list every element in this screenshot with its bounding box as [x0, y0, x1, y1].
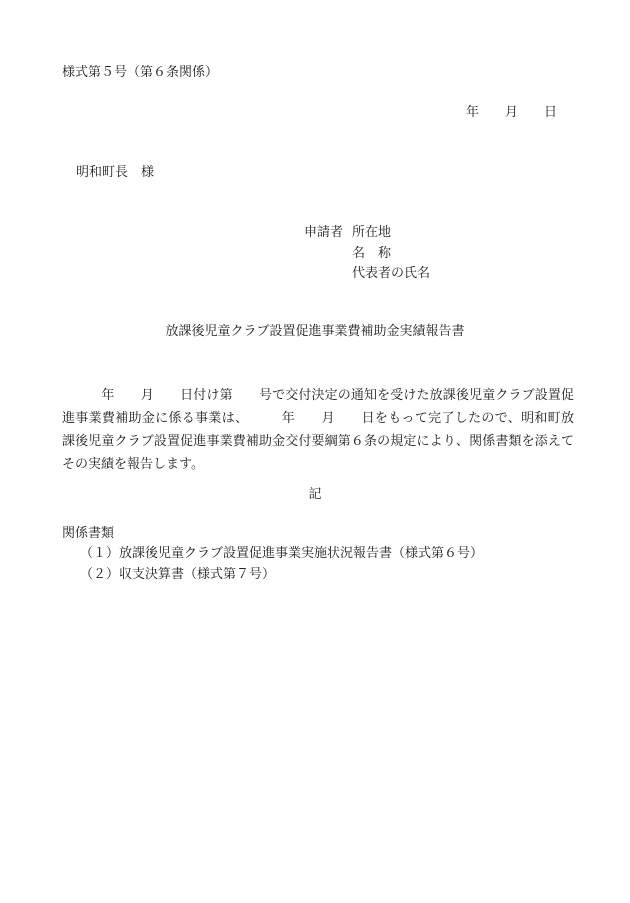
date-month: 月 — [505, 105, 519, 120]
date-year: 年 — [466, 105, 480, 120]
form-number: 様式第５号（第６条関係） — [62, 65, 219, 80]
related-document-item: （１）放課後児童クラブ設置促進事業実施状況報告書（様式第６号） — [80, 546, 484, 561]
body-paragraph: 年 月 日付け第 号で交付決定の通知を受けた放課後児童クラブ設置促進事業費補助金に係る事業は、 年 月 日をもって完了したので、明和町放課後児童クラブ設置促進事業費補助金交付要綱第６条の規定により、関係書類を添えてその実績を報告します。 — [62, 388, 574, 472]
addressee: 明和町長 様 — [76, 165, 155, 180]
date-line — [466, 104, 557, 122]
document-title: 放課後児童クラブ設置促進事業費補助金実績報告書 — [165, 324, 465, 339]
applicant-address-label: 所在地 — [352, 225, 392, 240]
date-day: 日 — [544, 105, 558, 120]
related-documents-heading: 関係書類 — [62, 526, 115, 541]
applicant-representative-label: 代表者の氏名 — [352, 266, 431, 281]
applicant-name-label: 名 称 — [352, 246, 392, 261]
ki-marker: 記 — [308, 487, 322, 502]
related-document-item: （２）収支決算書（様式第７号） — [80, 567, 276, 582]
applicant-label: 申請者 — [304, 225, 344, 240]
